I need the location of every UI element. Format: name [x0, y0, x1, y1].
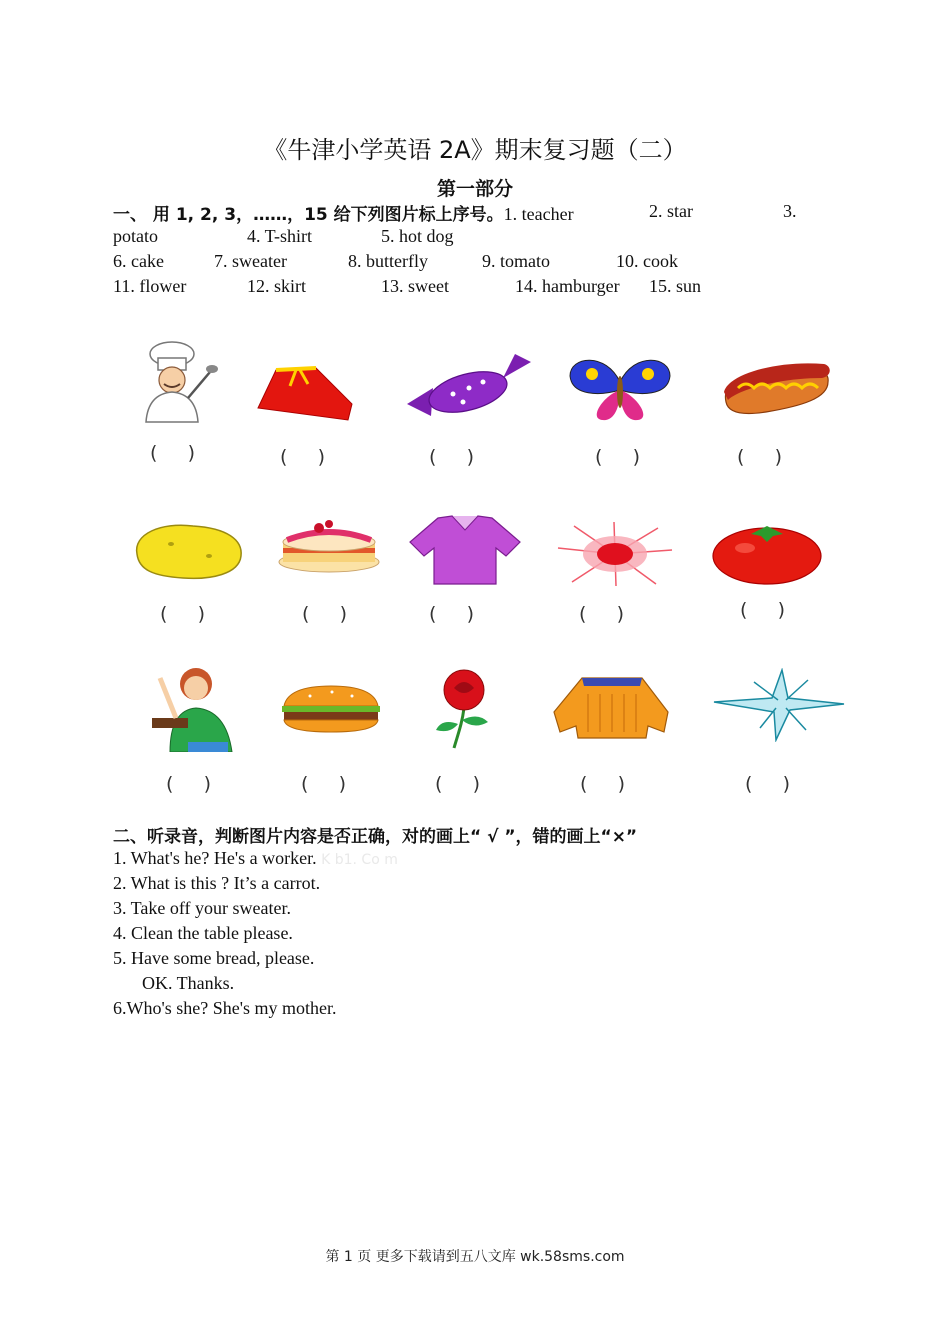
teacher-picture: [148, 658, 238, 752]
word-7: 7. sweater: [214, 251, 287, 271]
part2-item-3: 3. Take off your sweater.: [113, 898, 292, 918]
part2-item-5-reply: OK. Thanks.: [142, 973, 235, 993]
word-14: 14. hamburger: [515, 276, 620, 296]
word-3-text: potato: [113, 226, 158, 246]
word-12: 12. skirt: [247, 276, 307, 296]
watermark: K b1. Co m: [321, 852, 398, 868]
word-10: 10. cook: [616, 251, 678, 271]
part2-item-5: 5. Have some bread, please.: [113, 948, 315, 968]
answer-paren: ( ): [429, 603, 475, 625]
butterfly-picture: [566, 356, 674, 424]
answer-paren: ( ): [579, 603, 625, 625]
word-4: 4. T-shirt: [247, 226, 313, 246]
word-2: 2. star: [649, 201, 693, 221]
word-1: 1. teacher: [503, 204, 574, 224]
part1-line1: [113, 200, 574, 225]
answer-paren: ( ): [301, 773, 347, 795]
star-picture: [712, 668, 846, 742]
cook-picture: [132, 338, 222, 423]
word-13: 13. sweet: [381, 276, 449, 296]
answer-paren: ( ): [166, 773, 212, 795]
page-footer: 第 1 页 更多下载请到五八文库 wk.58sms.com: [325, 1249, 625, 1265]
answer-paren: ( ): [595, 446, 641, 468]
skirt-picture: [256, 364, 356, 424]
answer-paren: ( ): [150, 442, 196, 464]
flower-picture: [428, 668, 500, 750]
hot-dog-picture: [718, 354, 834, 420]
cake-picture: [277, 518, 381, 574]
section-heading: 第一部分: [436, 178, 513, 200]
word-3-number: 3.: [783, 201, 797, 221]
sweater-picture: [548, 672, 676, 742]
word-8: 8. butterfly: [348, 251, 428, 271]
answer-paren: ( ): [280, 446, 326, 468]
potato-picture: [131, 520, 245, 582]
part2-item-1-text: 1. What's he? He's a worker.: [113, 848, 317, 868]
word-9: 9. tomato: [482, 251, 550, 271]
part1-instruction: 一、 用 1, 2, 3，……，15 给下列图片标上序号。: [113, 205, 504, 225]
part2-item-4: 4. Clean the table please.: [113, 923, 293, 943]
word-5: 5. hot dog: [381, 226, 454, 246]
answer-paren: ( ): [302, 603, 348, 625]
answer-paren: ( ): [580, 773, 626, 795]
page-title: 《牛津小学英语 2A》期末复习题（二）: [263, 136, 687, 164]
sweet-picture: [403, 352, 535, 422]
part2-instruction: 二、听录音，判断图片内容是否正确，对的画上“ √ ”，错的画上“×”: [113, 827, 638, 847]
part2-item-1: [113, 848, 398, 869]
part2-item-2: 2. What is this ? It’s a carrot.: [113, 873, 321, 893]
answer-paren: ( ): [740, 599, 786, 621]
answer-paren: ( ): [435, 773, 481, 795]
part2-item-6: 6.Who's she? She's my mother.: [113, 998, 337, 1018]
answer-paren: ( ): [160, 603, 206, 625]
word-15: 15. sun: [649, 276, 702, 296]
hamburger-picture: [280, 684, 382, 734]
word-6: 6. cake: [113, 251, 164, 271]
answer-paren: ( ): [745, 773, 791, 795]
answer-paren: ( ): [429, 446, 475, 468]
t-shirt-picture: [408, 512, 522, 588]
sun-picture: [554, 520, 676, 588]
answer-paren: ( ): [737, 446, 783, 468]
word-11: 11. flower: [113, 276, 187, 296]
tomato-picture: [711, 520, 823, 586]
